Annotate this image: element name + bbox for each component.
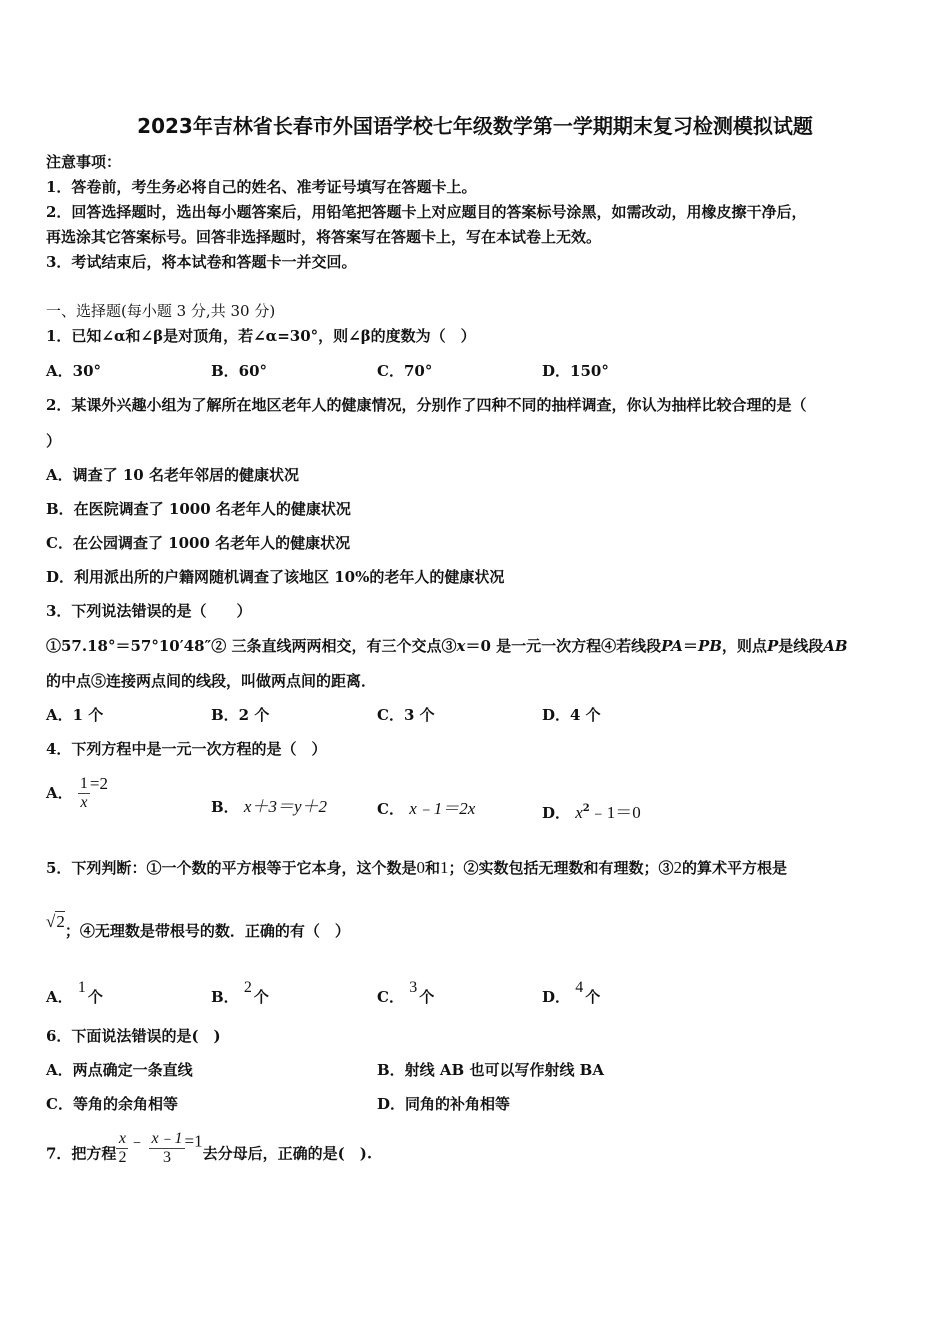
question-1-stem: 1．已知∠α和∠β是对顶角，若∠α=30°，则∠β的度数为（ ）	[46, 327, 476, 345]
q3-option-a: A．1 个	[46, 706, 104, 724]
q2-option-b: B．在医院调查了 1000 名老年人的健康状况	[46, 500, 351, 518]
question-2-stem-cont: ）	[46, 432, 62, 450]
notice-item: 2．回答选择题时，选出每小题答案后，用铅笔把答题卡上对应题目的答案标号涂黑，如需改动，用橡皮擦干净后，	[46, 203, 807, 221]
q2-option-c: C．在公园调查了 1000 名老年人的健康状况	[46, 534, 351, 552]
q4-option-c: C． x﹣1＝2x	[377, 799, 476, 818]
page-title: 2023年吉林省长春市外国语学校七年级数学第一学期期末复习检测模拟试题	[137, 114, 813, 138]
q4-option-d: D． $x^2﹣1=0$	[542, 803, 641, 822]
q3-option-b: B．2 个	[211, 706, 270, 724]
question-3-statements-line2: 的中点⑤连接两点间的线段，叫做两点间的距离．	[46, 672, 377, 690]
q1-option-c: C．70°	[377, 362, 433, 380]
notice-heading: 注意事项：	[46, 153, 122, 171]
q2-option-d: D．利用派出所的户籍网随机调查了该地区 10%的老年人的健康状况	[46, 568, 505, 586]
q2-option-a: A．调查了 10 名老年邻居的健康状况	[46, 466, 299, 484]
fraction: $\frac{1}{x}$	[79, 774, 88, 811]
fraction: $\frac{x﹣1}{3}$	[151, 1130, 183, 1166]
sqrt-expression: √2	[46, 912, 65, 931]
q4-option-b: B． x＋3＝y＋2	[211, 797, 328, 816]
fraction: $\frac{x}{2}$	[118, 1130, 127, 1166]
q5-option-d: D． 4个	[542, 979, 601, 1006]
q5-option-b: B． 2个	[211, 979, 269, 1006]
question-3-statements-line1: ①57.18°＝57°10′48″② 三条直线两两相交，有三个交点③x＝0 是一元一次方程④若线段PA＝PB，则点P是线段AB	[46, 637, 848, 655]
question-3-stem: 3．下列说法错误的是（ ）	[46, 602, 252, 620]
q3-option-d: D．4 个	[542, 706, 601, 724]
q1-option-a: A．30°	[46, 362, 102, 380]
question-5-stem-line2: √2；④无理数是带根号的数．正确的有（ ）	[46, 912, 350, 940]
question-2-stem: 2．某课外兴趣小组为了解所在地区老年人的健康情况，分别作了四种不同的抽样调查，你认为抽样比较合理的是（	[46, 396, 807, 414]
q6-option-b: B．射线 AB 也可以写作射线 BA	[377, 1061, 604, 1079]
question-5-stem-line1: 5．下列判断：①一个数的平方根等于它本身，这个数是0和1；②实数包括无理数和有理数；③2的算术平方根是	[46, 858, 787, 877]
q6-option-d: D．同角的补角相等	[377, 1095, 511, 1113]
section-heading: 一、选择题(每小题 3 分,共 30 分)	[46, 302, 276, 320]
q1-option-d: D．150°	[542, 362, 609, 380]
question-4-stem: 4．下列方程中是一元一次方程的是（ ）	[46, 740, 327, 758]
notice-item: 1．答卷前，考生务必将自己的姓名、准考证号填写在答题卡上。	[46, 178, 477, 196]
notice-item: 再选涂其它答案标号。回答非选择题时，将答案写在答题卡上，写在本试卷上无效。	[46, 228, 602, 246]
q6-option-c: C．等角的余角相等	[46, 1095, 178, 1113]
q6-option-a: A．两点确定一条直线	[46, 1061, 193, 1079]
question-7-stem: 7．把方程 $\frac{x}{2}$ ﹣ $\frac{x﹣1}{3}$ =1去分母后，正确的是( ).	[46, 1130, 373, 1166]
q3-option-c: C．3 个	[377, 706, 435, 724]
q5-option-a: A． 1个	[46, 979, 103, 1006]
notice-item: 3．考试结束后，将本试卷和答题卡一并交回。	[46, 253, 357, 271]
q4-option-a: A． $\frac{1}{x}$ =2	[46, 774, 108, 811]
q5-option-c: C． 3个	[377, 979, 435, 1006]
question-6-stem: 6．下面说法错误的是( )	[46, 1027, 221, 1045]
q1-option-b: B．60°	[211, 362, 268, 380]
